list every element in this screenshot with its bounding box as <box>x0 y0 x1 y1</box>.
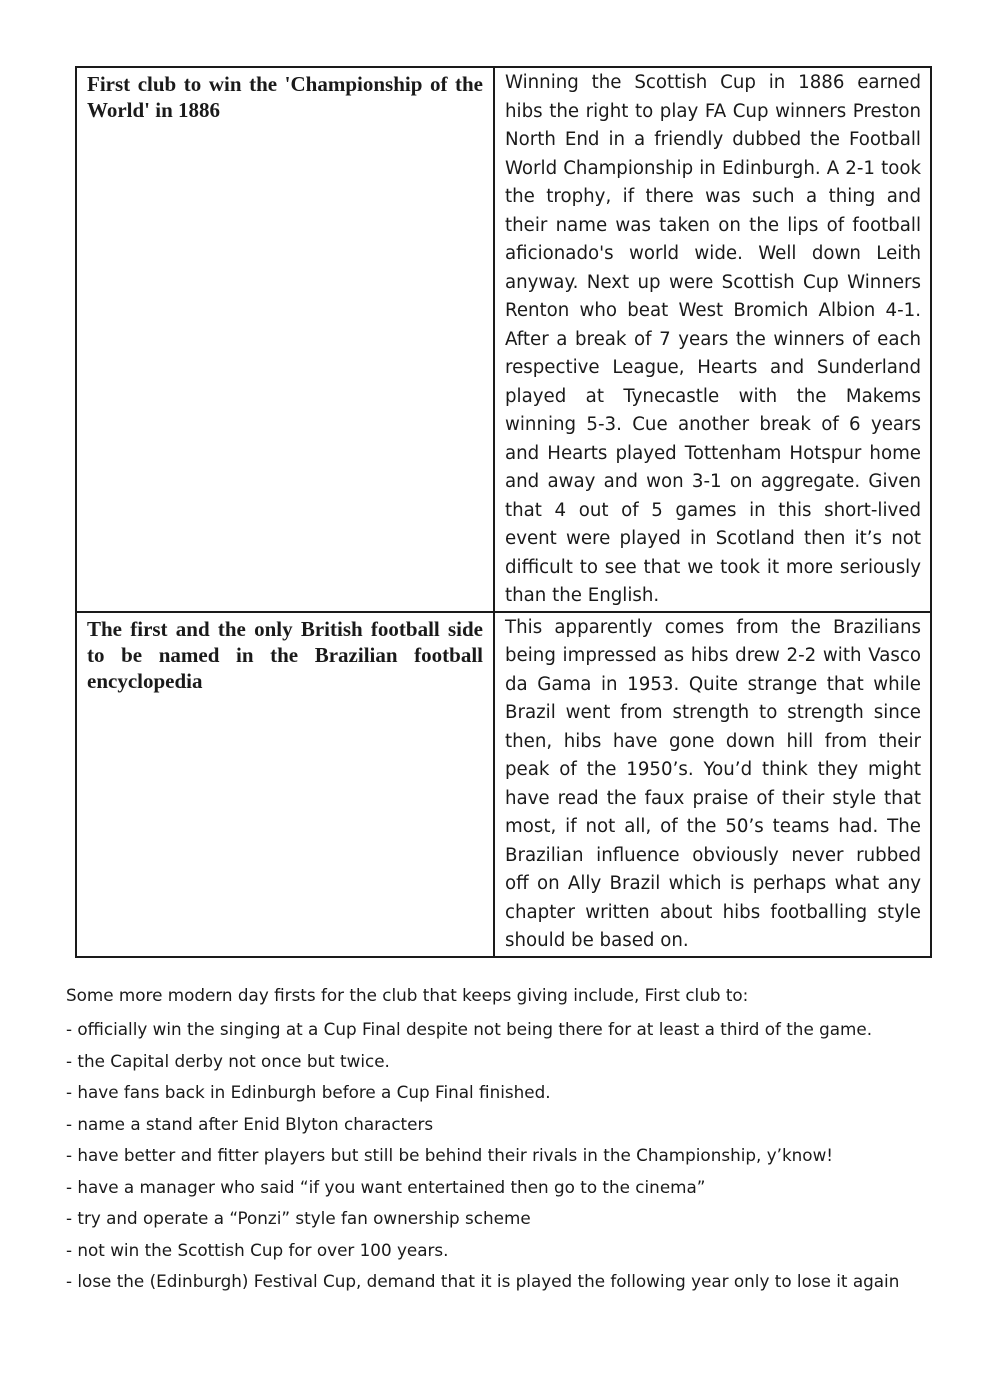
row-title-championship-of-the-world: First club to win the 'Championship of the World' in 1886 <box>76 67 494 612</box>
list-item: - have fans back in Edinburgh before a Cup Final finished. <box>66 1082 551 1102</box>
list-item: - officially win the singing at a Cup Final despite not being there for at least a third of the game. <box>66 1019 873 1039</box>
modern-firsts-intro: Some more modern day firsts for the club that keeps giving include, First club to: <box>66 985 749 1005</box>
table-row <box>76 612 931 957</box>
list-item: - name a stand after Enid Blyton characters <box>66 1113 434 1134</box>
table-row <box>76 67 931 612</box>
firsts-table <box>75 66 932 958</box>
row-description-championship-of-the-world: Winning the Scottish Cup in 1886 earned hibs the right to play FA Cup winners Preston North End in a friendly dubbed the Football World Championship in Edinburgh. A 2-1 took the trophy, if there was such a thing and their name was taken on the lips of football aficionado's world wide. Well down Leith anyway. Next up were Scottish Cup Winners Renton who beat West Bromich Albion 4-1. After a break of 7 years the winners of each respective League, Hearts and Sunderland played at Tynecastle with the Makems winning 5-3. Cue another break of 6 years and Hearts played Tottenham Hotspur home and away and won 3-1 on aggregate. Given that 4 out of 5 games in this short-lived event were played in Scotland then it’s not difficult to see that we took it more seriously than the English. <box>494 67 931 612</box>
list-item: - not win the Scottish Cup for over 100 years. <box>66 1239 449 1260</box>
list-item: - try and operate a “Ponzi” style fan ownership scheme <box>66 1208 531 1228</box>
row-title-brazilian-encyclopedia: The first and the only British football side to be named in the Brazilian football encyclopedia <box>76 612 494 957</box>
modern-firsts-section <box>66 982 946 1298</box>
modern-firsts-list <box>66 1014 946 1298</box>
list-item: - lose the (Edinburgh) Festival Cup, demand that it is played the following year only to lose it again <box>66 1271 900 1291</box>
list-item: - the Capital derby not once but twice. <box>66 1050 390 1071</box>
list-item: - have better and fitter players but still be behind their rivals in the Championship, y’know! <box>66 1145 834 1165</box>
list-item: - have a manager who said “if you want entertained then go to the cinema” <box>66 1176 706 1197</box>
row-description-brazilian-encyclopedia: This apparently comes from the Brazilians being impressed as hibs drew 2-2 with Vasco da Gama in 1953. Quite strange that while Brazil went from strength to strength since then, hibs have gone down hill from their peak of the 1950’s. You’d think they might have read the faux praise of their style that most, if not all, of the 50’s teams had. The Brazilian influence obviously never rubbed off on Ally Brazil which is perhaps what any chapter written about hibs footballing style should be based on. <box>494 612 931 957</box>
